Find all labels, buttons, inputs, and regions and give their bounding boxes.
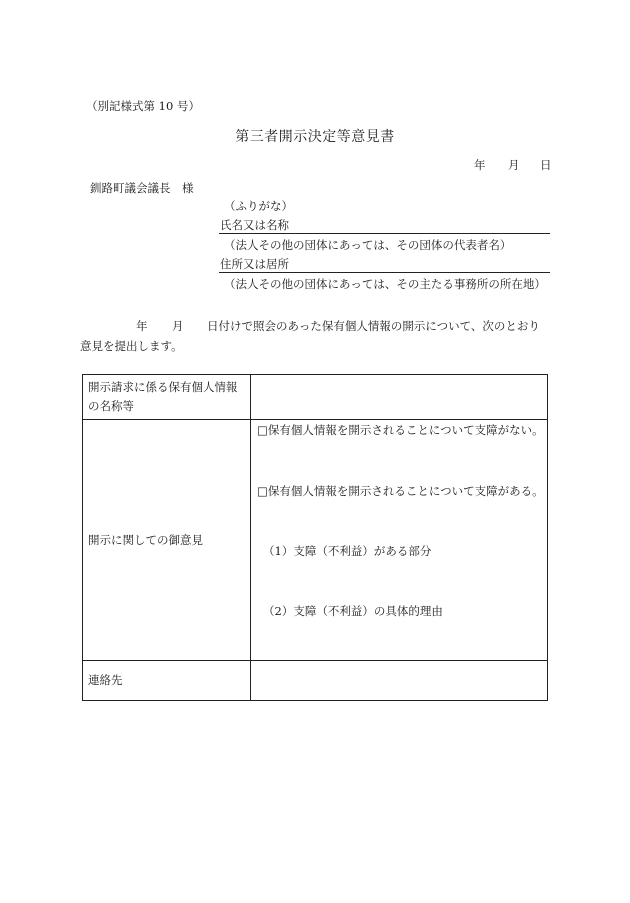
option-no-issue[interactable]: □保有個人情報を開示されることについて支障がない。 [257,423,544,437]
row-label-info-name: 開示請求に係る保有個人情報の名称等 [83,375,251,420]
address-field-line[interactable] [219,272,550,273]
opinion-cell[interactable] [251,420,548,661]
page-title: 第三者開示決定等意見書 [235,129,395,145]
body-line-2: 意見を提出します。 [80,339,183,353]
info-name-cell[interactable] [251,375,548,420]
sub-item-2: （2）支障（不利益）の具体的理由 [263,604,443,618]
address-note: （法人その他の団体にあっては、その主たる事務所の所在地） [224,277,546,291]
row-label-contact: 連絡先 [83,661,251,701]
opinion-table [82,374,548,701]
name-field-line[interactable] [219,233,550,234]
contact-cell[interactable] [251,661,548,701]
date-month: 月 [508,158,520,172]
date-year: 年 [474,158,486,172]
option-issue[interactable]: □保有個人情報を開示されることについて支障がある。 [257,484,544,498]
addressee: 釧路町議会議長 様 [90,181,194,195]
body-month: 月 [172,319,184,333]
address-label: 住所又は居所 [220,257,289,271]
sub-item-1: （1）支障（不利益）がある部分 [263,544,432,558]
body-year: 年 [136,319,148,333]
furigana-label: （ふりがな） [224,199,293,213]
row-label-opinion: 開示に関しての御意見 [83,420,251,661]
date-day: 日 [540,158,552,172]
name-note: （法人その他の団体にあっては、その団体の代表者名） [224,238,512,252]
body-line-1: 日付けで照会のあった保有個人情報の開示について、次のとおり [207,319,540,333]
name-label: 氏名又は名称 [220,218,289,232]
form-number: （別記様式第 10 号） [86,99,200,113]
